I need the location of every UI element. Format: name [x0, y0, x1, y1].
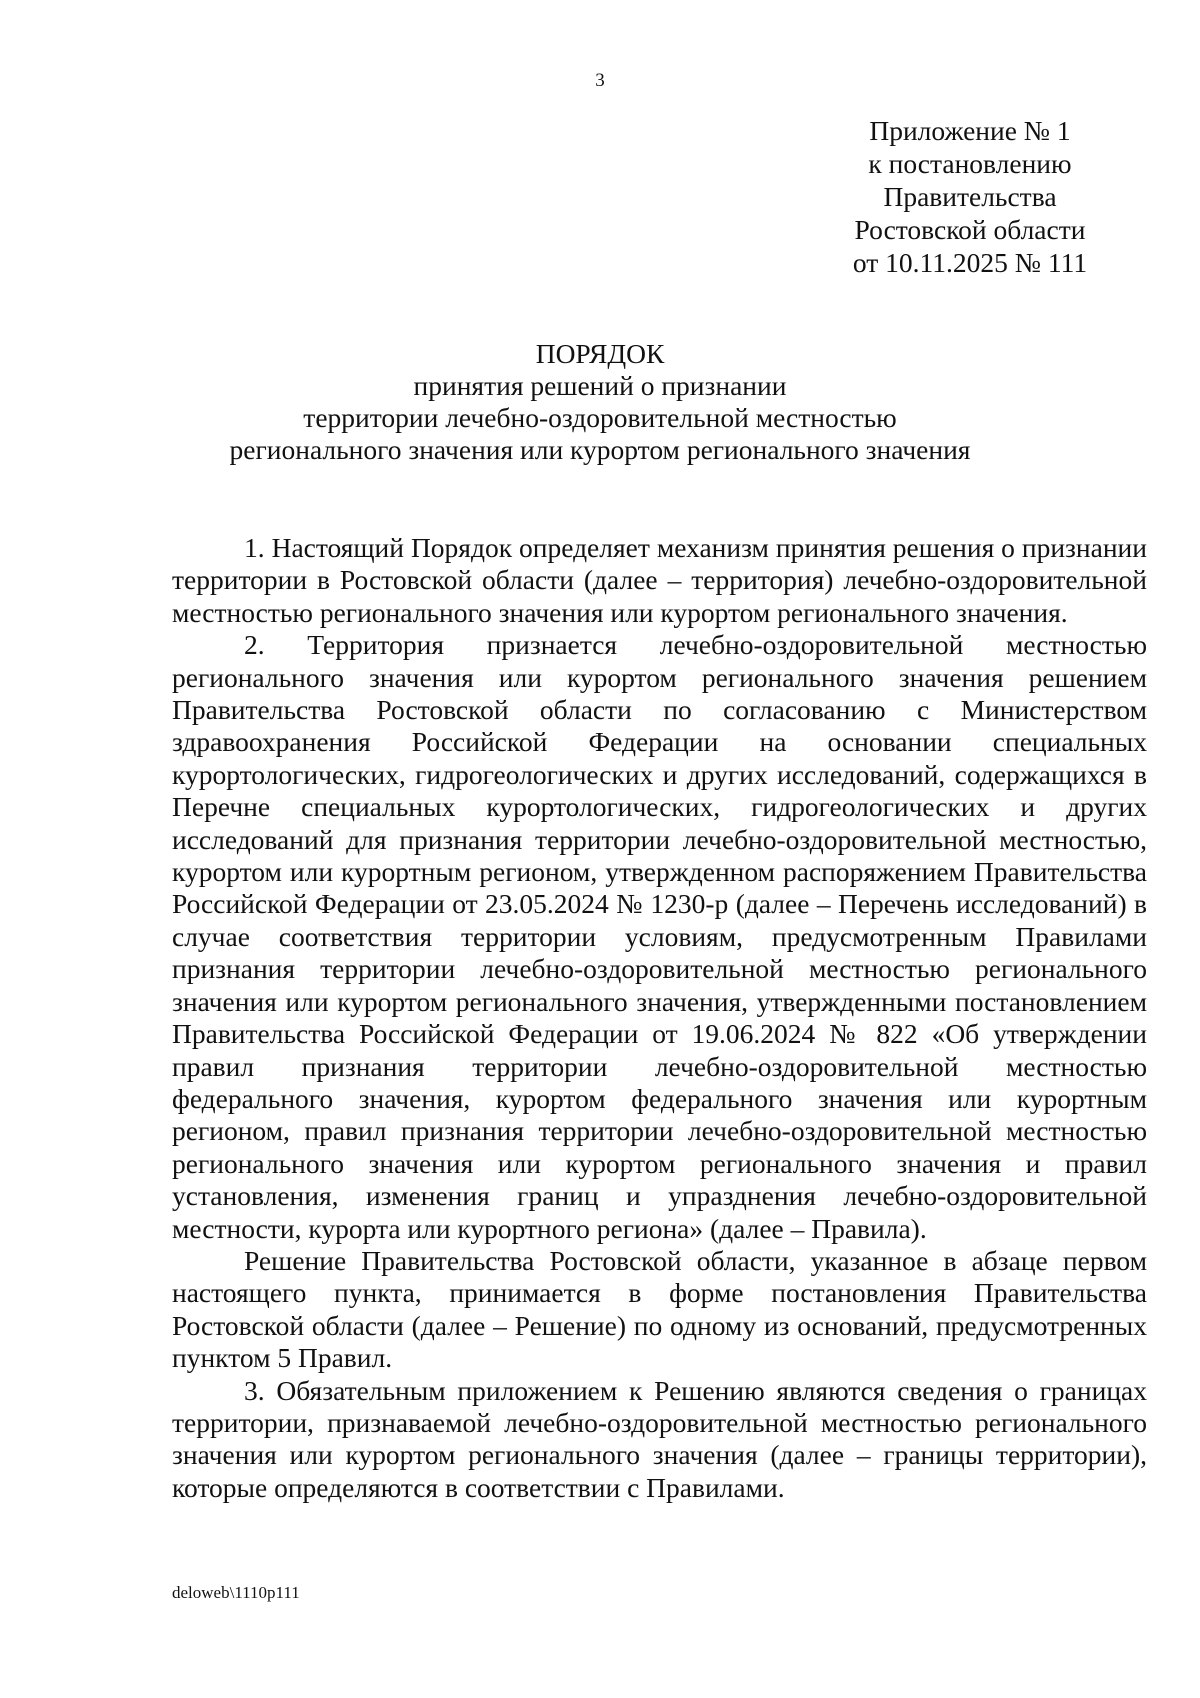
appendix-line: Правительства — [883, 181, 1057, 212]
title-subtitle-line: территории лечебно-оздоровительной местностью — [303, 402, 897, 433]
document-file-code: deloweb\1110p111 — [172, 1583, 300, 1602]
document-body — [172, 532, 1147, 1504]
appendix-header — [820, 114, 1120, 279]
paragraph-1: 1. Настоящий Порядок определяет механизм принятия решения о признании территории в Ростовской области (далее – территория) лечебно-оздоровительной местностью регионального значения или курортом регионального значения. — [172, 532, 1147, 628]
appendix-line: Приложение № 1 — [869, 115, 1071, 146]
paragraph-2-continued: Решение Правительства Ростовской области, указанное в абзаце первом настоящего пункта, принимается в форме постановления Правительства Ростовской области (далее – Решение) по одному из оснований, предусмотренных пунктом 5 Правил. — [172, 1244, 1147, 1374]
appendix-line: Ростовской области — [854, 214, 1086, 245]
title-heading: ПОРЯДОК — [535, 338, 665, 369]
paragraph-3: 3. Обязательным приложением к Решению являются сведения о границах территории, признаваемой лечебно-оздоровительной местностью регионального значения или курортом регионального значения (далее – границы территории), которые определяются в соответствии с Правилами. — [172, 1374, 1147, 1503]
paragraph-2: 2. Территория признается лечебно-оздоровительной местностью регионального значения или курортом регионального значения решением Правительства Ростовской области по согласованию с Министерством здравоохранения Российской Федерации на основании специальных курортологических, гидрогеологических и других исследований, содержащихся в Перечне специальных курортологических, гидрогеологических и других исследований для признания территории лечебно-оздоровительной местностью, курортом или курортным регионом, утвержденном распоряжением Правительства Российской Федерации от 23.05.2024 № 1230-р (далее – Перечень исследований) в случае соответствия территории условиям, предусмотренным Правилами признания территории лечебно-оздоровительной местностью регионального значения или курортом регионального значения, утвержденными постановлением Правительства Российской Федерации от 19.06.2024 № 822 «Об утверждении правил признания территории лечебно-оздоровительной местностью федерального значения, курортом федерального значения или курортным регионом, правил признания территории лечебно-оздоровительной местностью регионального значения или курортом регионального значения и правил установления, изменения границ и упразднения лечебно-оздоровительной местности, курорта или курортного региона» (далее – Правила). — [172, 629, 1147, 1244]
title-subtitle-line: принятия решений о признании — [413, 370, 787, 401]
appendix-line: к постановлению — [868, 148, 1072, 179]
appendix-line: от 10.11.2025 № 111 — [852, 247, 1088, 278]
title-subtitle-line: регионального значения или курортом регионального значения — [229, 434, 971, 465]
page-number: 3 — [595, 70, 605, 91]
document-title — [0, 338, 1200, 466]
